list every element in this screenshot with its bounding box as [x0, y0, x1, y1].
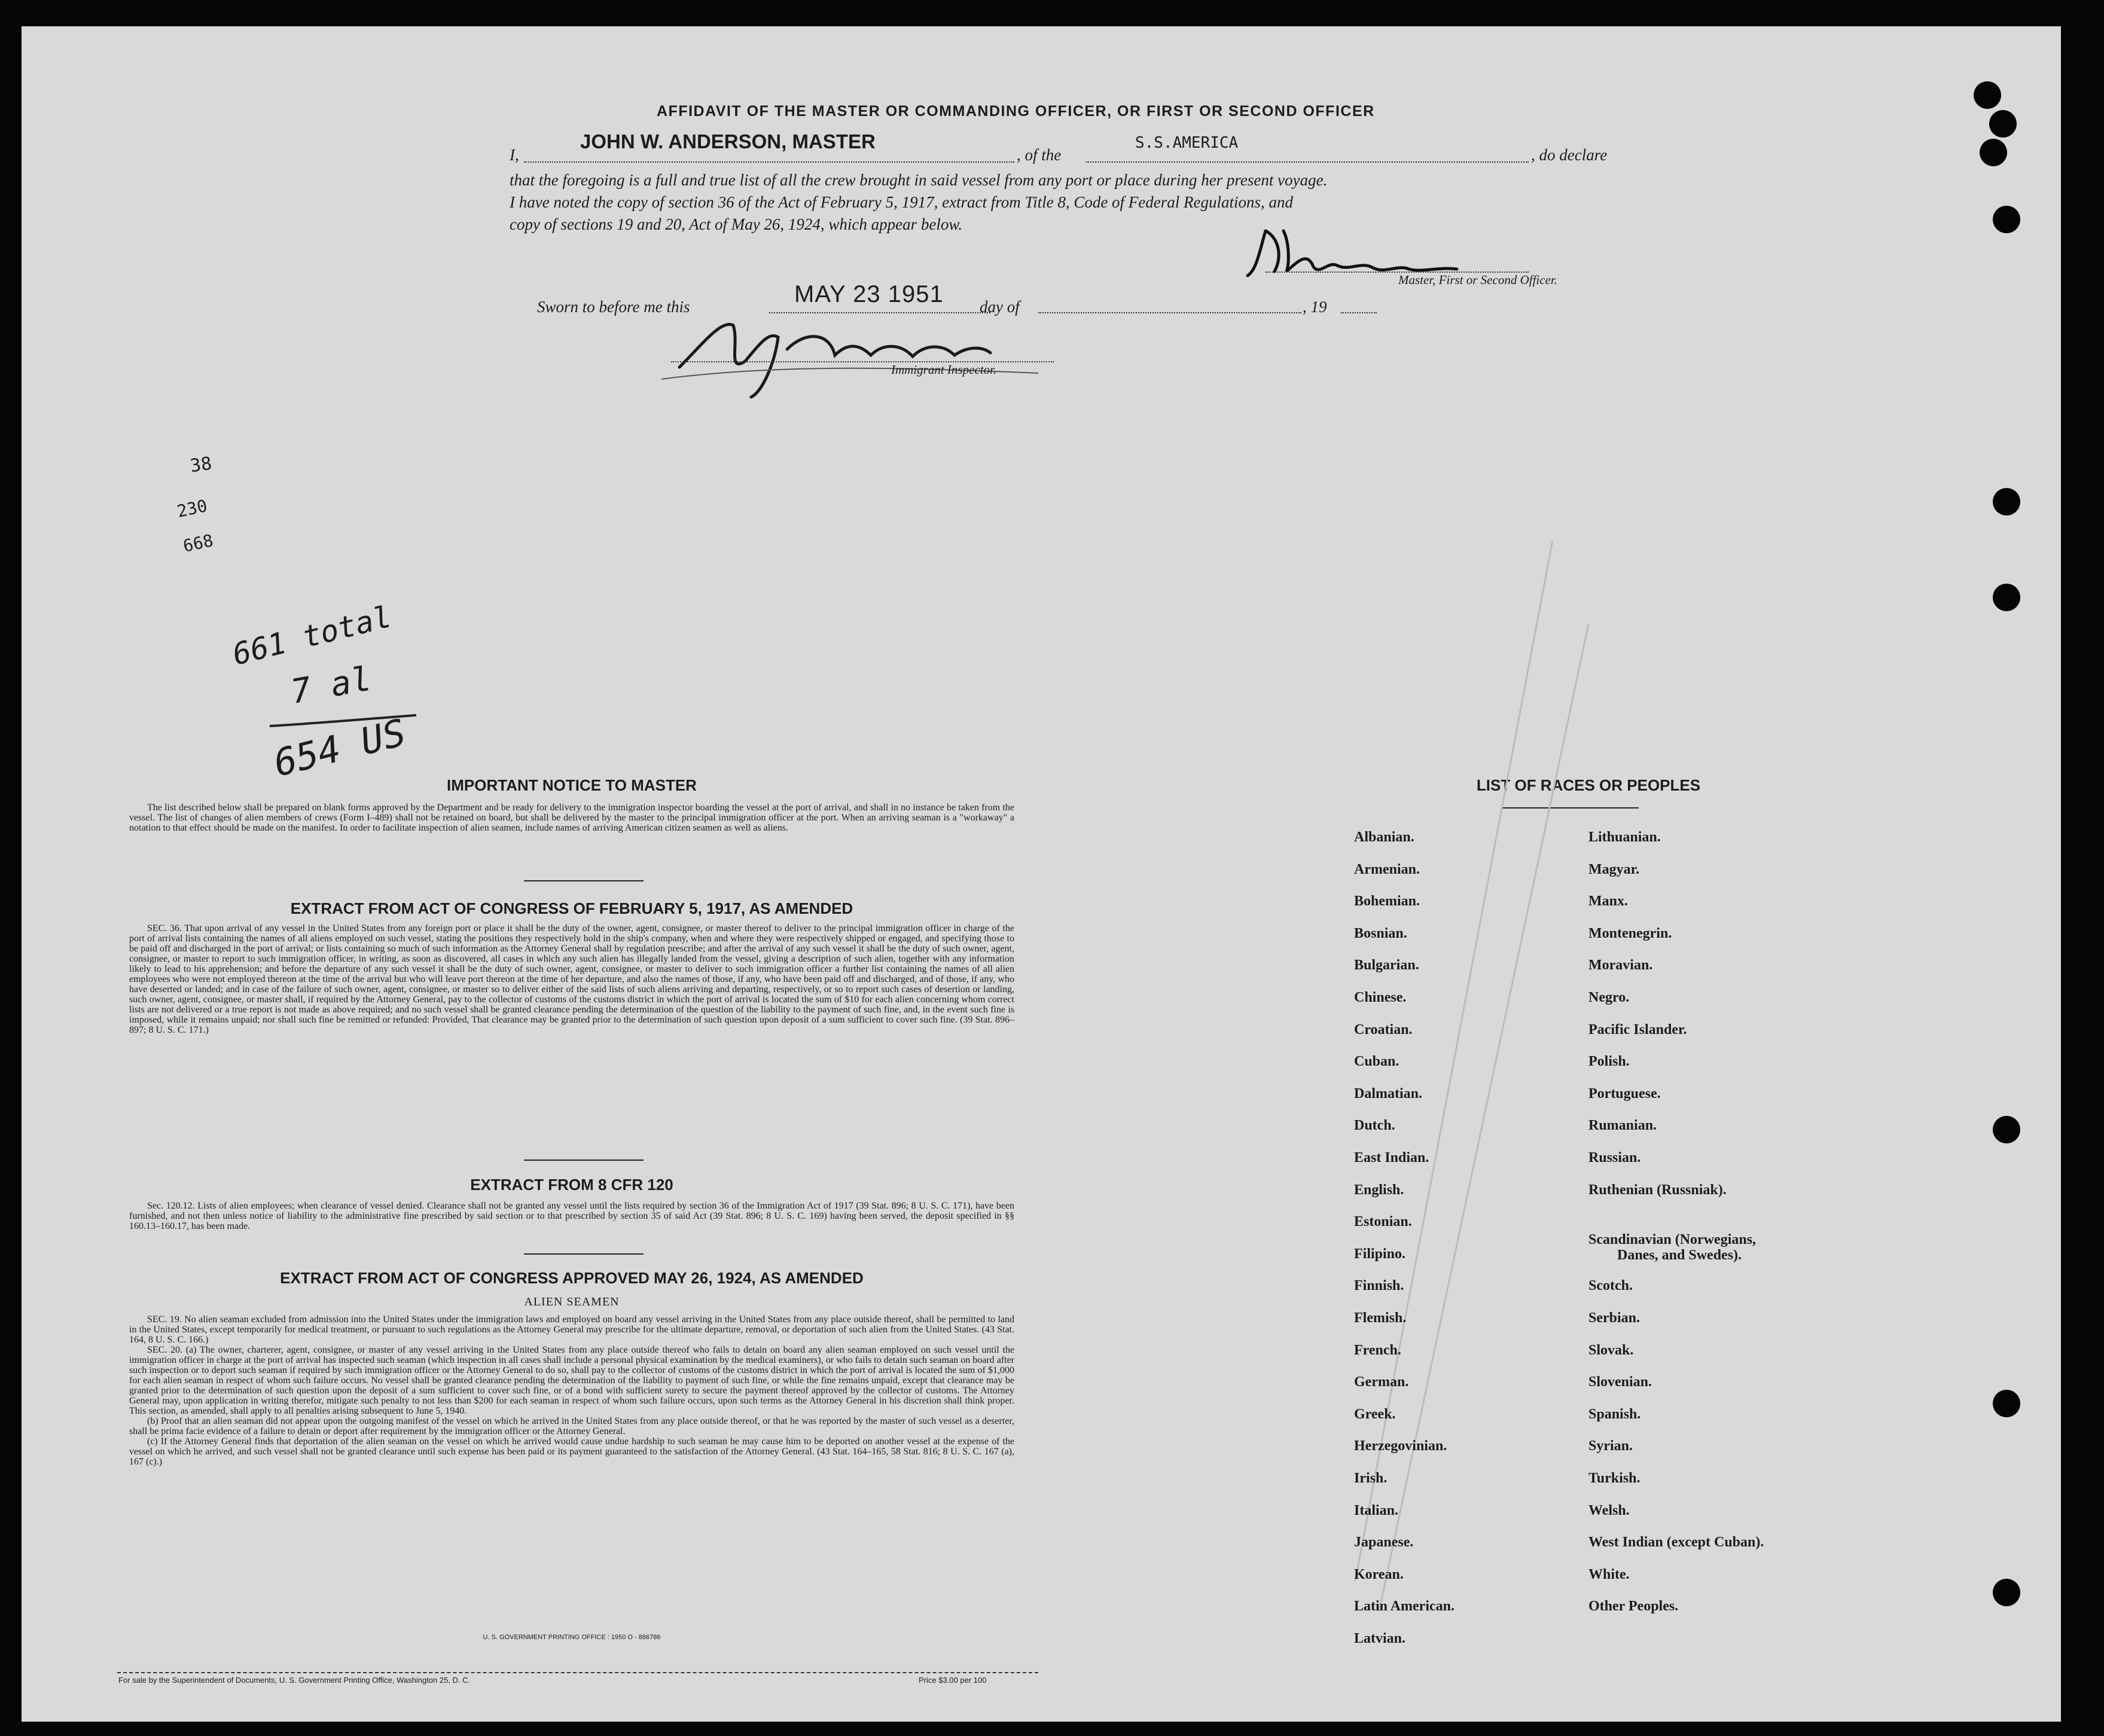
race-item: Other Peoples. — [1588, 1598, 1679, 1615]
punch-hole — [1974, 81, 2001, 109]
sworn-date-stamp: MAY 23 1951 — [794, 281, 944, 307]
sec-20b-text: (b) Proof that an alien seaman did not appear upon the outgoing manifest of the vessel on which he arrived in the United States from any place outside thereof, or that he was reported by the master of such vessel as a deserter, shall be prima facie evidence of a failure to detain or deport after requirement by the immigration officer or the Attorney General. — [129, 1416, 1014, 1436]
race-item: Lithuanian. — [1588, 829, 1661, 845]
divider-1 — [524, 880, 644, 881]
race-item: Italian. — [1354, 1502, 1399, 1518]
race-item: Flemish. — [1354, 1310, 1407, 1326]
notice-title: IMPORTANT NOTICE TO MASTER — [447, 776, 697, 794]
footer-sale-line: For sale by the Superintendent of Documents, U. S. Government Printing Office, Washington 25, D. C. — [118, 1676, 471, 1685]
race-item: Korean. — [1354, 1566, 1404, 1582]
race-item: Welsh. — [1588, 1502, 1630, 1518]
race-item: Dutch. — [1354, 1118, 1395, 1134]
signature-caption: Master, First or Second Officer. — [1398, 273, 1557, 287]
race-item: White. — [1588, 1566, 1630, 1582]
race-item: Estonian. — [1354, 1214, 1412, 1230]
race-item: Spanish. — [1588, 1406, 1641, 1422]
race-item: Bosnian. — [1354, 925, 1407, 941]
punch-hole — [1993, 1579, 2020, 1606]
race-item: Filipino. — [1354, 1246, 1406, 1262]
divider-3 — [524, 1253, 644, 1255]
race-item: German. — [1354, 1374, 1409, 1390]
race-item: Cuban. — [1354, 1054, 1399, 1070]
extract-1917-title: EXTRACT FROM ACT OF CONGRESS OF FEBRUARY 5, 1917, AS AMENDED — [290, 899, 853, 917]
race-item: Chinese. — [1354, 990, 1407, 1005]
affidavit-line-3: I have noted the copy of section 36 of the Act of February 5, 1917, extract from Title 8, Code of Federal Regulations, and — [510, 193, 1294, 211]
race-item: Scandinavian (Norwegians, — [1588, 1231, 1757, 1247]
divider-2 — [524, 1160, 644, 1161]
margin-note-2: 230 — [175, 496, 209, 521]
race-item: Croatian. — [1354, 1021, 1413, 1038]
day-of-label: day of — [980, 298, 1020, 316]
race-item: East Indian. — [1354, 1150, 1429, 1166]
inspector-signature — [655, 307, 1074, 403]
margin-note-1: 38 — [188, 453, 214, 477]
punch-hole — [1993, 1390, 2020, 1417]
race-item: Montenegrin. — [1588, 925, 1672, 941]
of-the-label: , of the — [1017, 146, 1062, 164]
year-prefix: , 19 — [1303, 298, 1327, 316]
year-line — [1341, 312, 1377, 313]
extract-1917-text: SEC. 36. That upon arrival of any vessel in the United States from any foreign port or place it shall be the duty of the owner, agent, consignee, or master thereof to deliver to the principal immigration officer in charge of the port of arrival lists containing the names of all aliens employed on such vessel, stating the positions they respectively hold in the ship's company, when and where they were respectively shipped or engaged, and specifying those to be paid off and discharged in the port of arrival; or lists containing so much of such information as the Attorney General shall by regulation prescribe; and after the arrival of any such vessel it shall be the duty of such owner, agent, consignee, or master to report to such immigration officer, in writing, as soon as discovered, all cases in which any such alien has illegally landed from the vessel, giving a description of such alien, together with any information likely to lead to his apprehension; and before the departure of any such vessel it shall be the duty of such owner, agent, consignee, or master to deliver to such immigration officer a further list containing the names of all alien employees who were not employed thereon at the time of the arrival but who will leave port thereon at the time of her departure, and also the names of those, if any, who have been paid off and discharged, and of those, if any, who have deserted or landed; and in case of the failure of such owner, agent, consignee, or master so to deliver either of the said lists of such aliens arriving and departing, respectively, or so to report such cases of desertion or landing, such owner, agent, consignee, or master shall, if required by the Attorney General, pay to the collector of customs of the customs district in which the port of arrival is located the sum of $10 for each alien concerning whom correct lists are not delivered or a true report is not made as above required; and no such vessel shall be granted clearance pending the determination of the question of the liability to the payment of such fine, and, in the event such fine is imposed, while it remains unpaid; nor shall such fine be remitted or refunded: Provided, That clearance may be granted prior to the determination of such question upon deposit of a sum sufficient to cover such fine. (39 Stat. 896–897; 8 U. S. C. 171.) — [129, 923, 1014, 1035]
race-item: Danes, and Swedes). — [1617, 1247, 1742, 1264]
vessel-name-line — [1086, 161, 1529, 163]
footer-dash-line — [117, 1672, 1038, 1673]
race-item: Finnish. — [1354, 1278, 1404, 1294]
race-item: Latvian. — [1354, 1631, 1406, 1646]
punch-hole — [1993, 584, 2020, 611]
punch-hole — [1989, 110, 2017, 138]
punch-hole — [1993, 488, 2020, 515]
affidavit-line-2: that the foregoing is a full and true list of all the crew brought in said vessel from any port or place during her present voyage. — [510, 171, 1328, 189]
sec-19-text: SEC. 19. No alien seaman excluded from admission into the United States under the immigration laws and employed on board any vessel arriving in the United States from any place outside thereof, shall be permitted to land in the United States, except temporarily for medical treatment, or pursuant to such regulations as the Attorney General may prescribe for the ultimate departure, removal, or deportation of such alien from the United States. (43 Stat. 164, 8 U. S. C. 166.) — [129, 1314, 1014, 1345]
sec-20a-text: SEC. 20. (a) The owner, charterer, agent, consignee, or master of any vessel arriving in the United States from any place outside thereof who fails to detain on board any alien seaman employed on such vessel until the immigration officer in charge at the port of arrival has inspected such seaman (which inspection in all cases shall include a personal physical examination by the medical examiners), or who fails to detain such seaman on board after such inspection or to deport such seaman if required by such immigration officer or the Attorney General to do so, shall pay to the collector of customs of the customs district in which the port of arrival is located the sum of $1,000 for each alien seaman in respect of whom such failure occurs. No vessel shall be granted clearance pending the determination of the liability to payment of such fine, or while the fine remains unpaid, except that clearance may be granted prior to the determination of such question upon the deposit of a sum sufficient to cover such fine, or of a bond with sufficient surety to secure the payment thereof approved by the collector of customs. The Attorney General may, upon application in writing therefor, mitigate such penalty to not less than $200 for each seaman in respect of whom such failure occurs, upon such terms as the Attorney General in his discretion shall think proper. This section, as amended, shall apply to all penalties arising subsequent to June 5, 1940. — [129, 1345, 1014, 1416]
race-item: Manx. — [1588, 893, 1628, 910]
race-item: English. — [1354, 1182, 1404, 1198]
race-item: Bohemian. — [1354, 893, 1420, 910]
race-item: French. — [1354, 1342, 1401, 1358]
race-item: Magyar. — [1588, 861, 1640, 877]
extract-cfr-title: EXTRACT FROM 8 CFR 120 — [470, 1176, 673, 1194]
margin-al-note: 7 al — [288, 659, 374, 712]
margin-note-3: 668 — [181, 530, 215, 556]
punch-hole — [1980, 139, 2007, 166]
race-item: Herzegovinian. — [1354, 1438, 1447, 1454]
vessel-name: S.S.AMERICA — [1135, 134, 1239, 152]
race-item: Moravian. — [1588, 957, 1653, 974]
races-title: LIST OF RACES OR PEOPLES — [1476, 776, 1701, 794]
footer-price: Price $3.00 per 100 — [919, 1676, 987, 1685]
sec-20c-text: (c) If the Attorney General finds that deportation of the alien seaman on the vessel on which he arrived would cause undue hardship to such seaman he may cause him to be deported on another vessel at the expense of the vessel on which he arrived, and such vessel shall not be granted clearance until such expense has been paid or its payment guaranteed to the satisfaction of the Attorney General. (43 Stat. 164–165, 58 Stat. 816; 8 U. S. C. 167 (a), 167 (c).) — [129, 1436, 1014, 1467]
race-item: Dalmatian. — [1354, 1085, 1422, 1102]
gpo-line: U. S. GOVERNMENT PRINTING OFFICE : 1950 O - 886786 — [483, 1634, 661, 1641]
affidavit-line-4: copy of sections 19 and 20, Act of May 26, 1924, which appear below. — [510, 215, 963, 233]
document-sheet — [22, 26, 2061, 1722]
race-item: Portuguese. — [1588, 1085, 1661, 1102]
race-item: Syrian. — [1588, 1438, 1633, 1454]
margin-us-note: 654 US — [269, 710, 410, 786]
margin-total-note: 661 total — [229, 599, 395, 672]
sworn-month-line — [1038, 312, 1301, 313]
punch-hole — [1993, 1116, 2020, 1143]
race-item: Slovenian. — [1588, 1374, 1652, 1390]
affidavit-title: AFFIDAVIT OF THE MASTER OR COMMANDING OFFICER, OR FIRST OR SECOND OFFICER — [657, 103, 1375, 120]
sworn-label: Sworn to before me this — [537, 298, 690, 316]
race-item: Turkish. — [1588, 1470, 1640, 1486]
race-item: Polish. — [1588, 1054, 1630, 1070]
i-label: I, — [510, 146, 519, 164]
race-item: Ruthenian (Russniak). — [1588, 1182, 1727, 1198]
race-item: West Indian (except Cuban). — [1588, 1534, 1764, 1551]
master-name: JOHN W. ANDERSON, MASTER — [580, 130, 876, 152]
extract-cfr-text: Sec. 120.12. Lists of alien employees; when clearance of vessel denied. Clearance shall not be granted any vessel until the lists required by section 36 of the Immigration Act of 1917 (39 Stat. 896; 8 U. S. C. 171), have been furnished, and not then unless notice of liability to the administrative fine prescribed by said section or to that prescribed by section 35 of said Act (39 Stat. 896; 8 U. S. C. 169) having been served, the deposit specified in §§ 160.13–160.17, has been made. — [129, 1201, 1014, 1231]
race-item: Irish. — [1354, 1470, 1388, 1486]
race-item: Albanian. — [1354, 829, 1414, 845]
race-item: Japanese. — [1354, 1534, 1414, 1551]
race-item: Armenian. — [1354, 861, 1420, 877]
race-item: Negro. — [1588, 990, 1630, 1005]
race-item: Scotch. — [1588, 1278, 1633, 1294]
race-item: Rumanian. — [1588, 1118, 1657, 1134]
race-item: Greek. — [1354, 1406, 1396, 1422]
race-item: Russian. — [1588, 1150, 1641, 1166]
do-declare-label: , do declare — [1531, 146, 1608, 164]
race-item: Pacific Islander. — [1588, 1021, 1687, 1038]
master-name-line — [524, 161, 1014, 163]
punch-hole — [1993, 206, 2020, 233]
notice-text: The list described below shall be prepared on blank forms approved by the Department and be ready for delivery to the immigration inspector boarding the vessel at the port of arrival, and shall in no instance be taken from the vessel. The list of changes of alien members of crews (Form I–489) shall not be retained on board, but shall be delivered by the master to the principal immigration officer at the port. When an arriving seaman is a "workaway" a notation to that effect should be made on the manifest. In order to facilitate inspection of alien seamen, include names of arriving American citizen seamen as well as aliens. — [129, 803, 1014, 833]
race-item: Slovak. — [1588, 1342, 1634, 1358]
race-item: Bulgarian. — [1354, 957, 1419, 974]
race-item: Serbian. — [1588, 1310, 1640, 1326]
inspector-caption: Immigrant Inspector. — [891, 362, 997, 377]
extract-1924-subtitle: ALIEN SEAMEN — [524, 1295, 620, 1308]
extract-1924-title: EXTRACT FROM ACT OF CONGRESS APPROVED MAY 26, 1924, AS AMENDED — [280, 1269, 864, 1287]
race-item: Latin American. — [1354, 1598, 1454, 1615]
